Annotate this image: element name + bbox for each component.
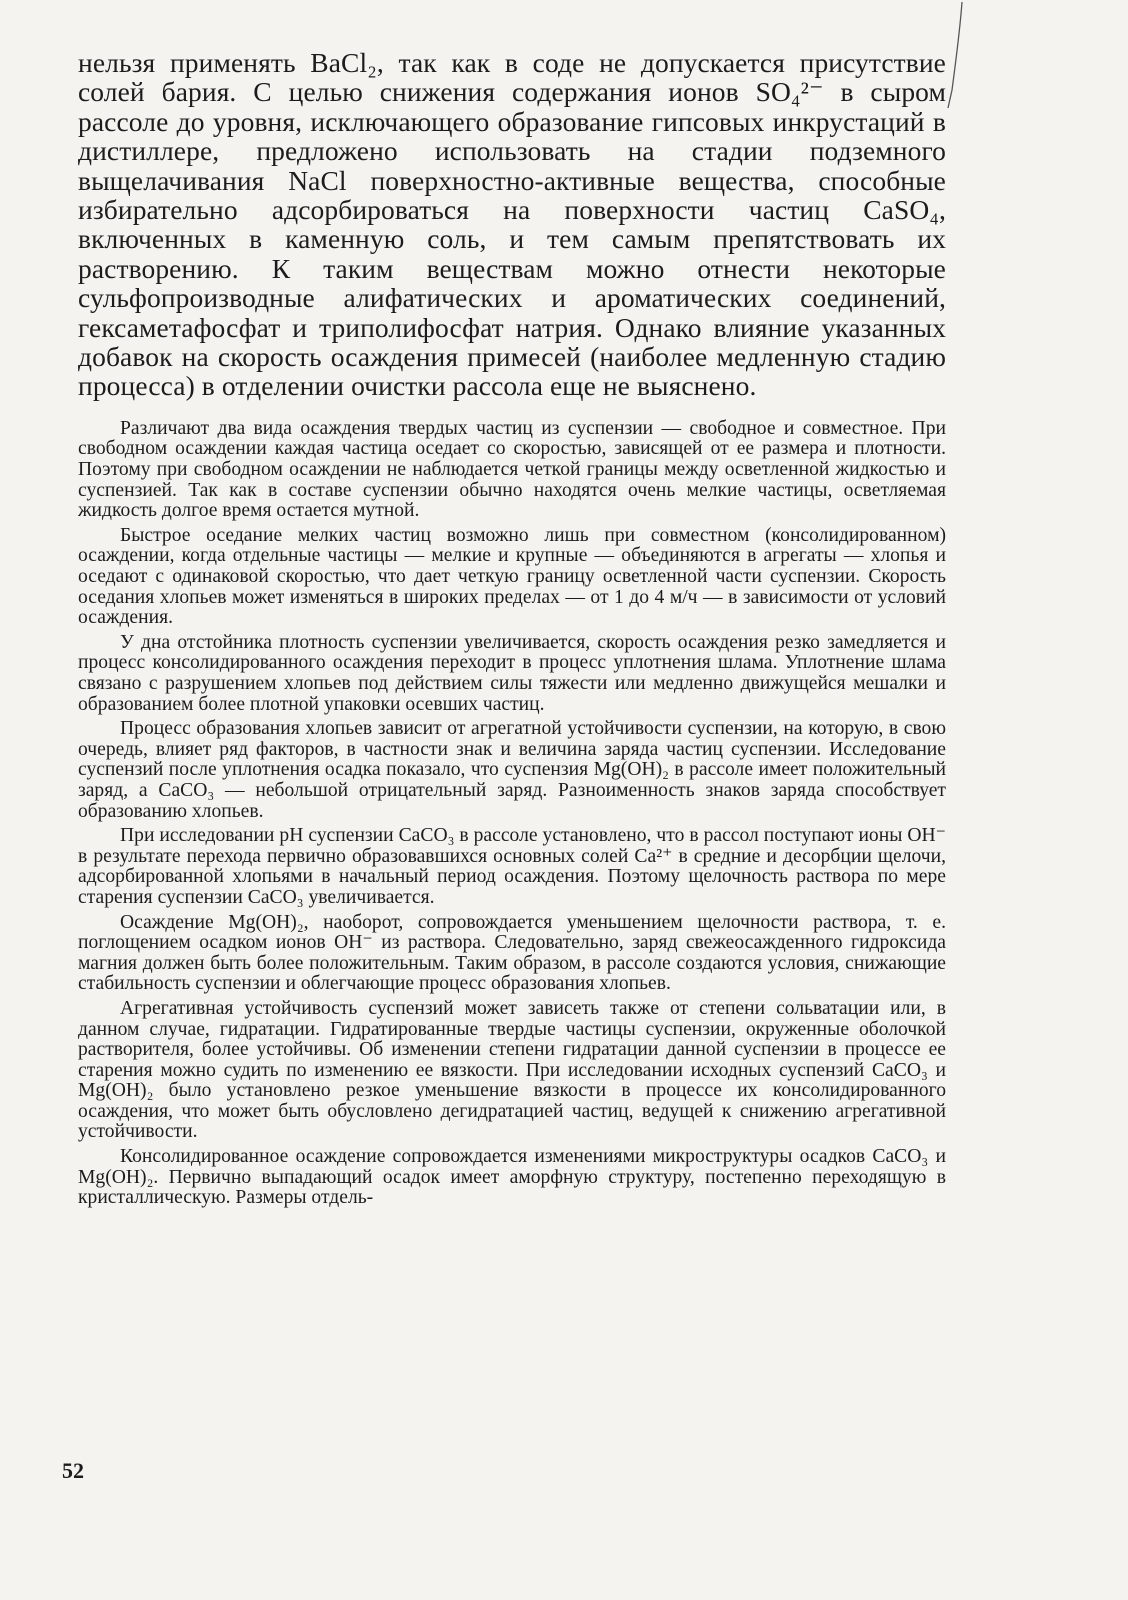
- page-number: 52: [62, 1458, 84, 1483]
- paragraph: У дна отстойника плотность суспензии увеличивается, скорость осаждения резко замедляется и процесс консолидированного осаждения переходит в процесс уплотнения шлама. Уплотнение шлама связано с разрушением хлопьев под действием силы тяжести или медленно движущейся мешалки и образованием более плотной упаковки осевших частиц.: [78, 631, 946, 715]
- paragraph: Консолидированное осаждение сопровождается изменениями микроструктуры осадков CaCO₃ и Mg(OH)₂. Первично выпадающий осадок имеет аморфную структуру, постепенно переходящую в кристаллическую. Размеры отдель-: [78, 1146, 946, 1209]
- paragraph: Агрегативная устойчивость суспензий может зависеть также от степени сольватации или, в данном случае, гидратации. Гидратированные твердые частицы суспензии, окруженные оболочкой растворителя, более устойчивы. Об изменении степени гидратации данной суспензии в процессе ее старения можно судить по изменению ее вязкости. При исследовании исходных суспензий CaCO₃ и Mg(OH)₂ было установлено резкое уменьшение вязкости в процессе их консолидированного осаждения, что может быть обусловлено дегидратацией частиц, ведущей к снижению агрегативной устойчивости.: [78, 997, 946, 1143]
- paragraph: Различают два вида осаждения твердых частиц из суспензии — свободное и совместное. При свободном осаждении каждая частица оседает со скоростью, зависящей от ее размера и плотности. Поэтому при свободном осаждении не наблюдается четкой границы между осветленной жидкостью и суспензией. Так как в составе суспензии обычно находятся очень мелкие частицы, осветляемая жидкость долгое время остается мутной.: [78, 417, 946, 522]
- page-content: [78, 48, 946, 1213]
- lead-paragraph: нельзя применять BaCl₂, так как в соде не допускается присутствие солей бария. С целью снижения содержания ионов SO₄²⁻ в сыром рассоле до уровня, исключающего образование гипсовых инкрустаций в дистиллере, предложено использовать на стадии подземного выщелачивания NaCl поверхностно-активные вещества, способные избирательно адсорбироваться на поверхности частиц CaSO₄, включенных в каменную соль, и тем самым препятствовать их растворению. К таким веществам можно отнести некоторые сульфопроизводные алифатических и ароматических соединений, гексаметафосфат и триполифосфат натрия. Однако влияние указанных добавок на скорость осаждения примесей (наиболее медленную стадию процесса) в отделении очистки рассола еще не выяснено.: [78, 47, 946, 402]
- paragraph: Процесс образования хлопьев зависит от агрегатной устойчивости суспензии, на которую, в свою очередь, влияет ряд факторов, в частности знак и величина заряда частиц суспензии. Исследование суспензий после уплотнения осадка показало, что суспензия Mg(OH)₂ в рассоле имеет положительный заряд, а CaCO₃ — небольшой отрицательный заряд. Разноименность знаков заряда способствует образованию хлопьев.: [78, 718, 946, 822]
- paragraph: При исследовании pH суспензии CaCO₃ в рассоле установлено, что в рассол поступают ионы OH⁻ в результате перехода первично образовавшихся основных солей Ca²⁺ в средние и десорбции щелочи, адсорбированной хлопьями в начальный период осаждения. Поэтому щелочность раствора по мере старения суспензии CaCO₃ увеличивается.: [78, 825, 946, 908]
- paragraph: Осаждение Mg(OH)₂, наоборот, сопровождается уменьшением щелочности раствора, т. е. поглощением осадком ионов OH⁻ из раствора. Следовательно, заряд свежеосажденного гидроксида магния должен быть более положительным. Таким образом, в рассоле создаются условия, снижающие стабильность суспензии и облегчающие процесс образования хлопьев.: [78, 911, 946, 995]
- paragraph: Быстрое оседание мелких частиц возможно лишь при совместном (консолидированном) осаждении, когда отдельные частицы — мелкие и крупные — объединяются в агрегаты — хлопья и оседают с одинаковой скоростью, что дает четкую границу осветленной части суспензии. Скорость оседания хлопьев может изменяться в широких пределах — от 1 до 4 м/ч — в зависимости от условий осаждения.: [78, 524, 946, 629]
- small-print-section: [78, 419, 946, 1209]
